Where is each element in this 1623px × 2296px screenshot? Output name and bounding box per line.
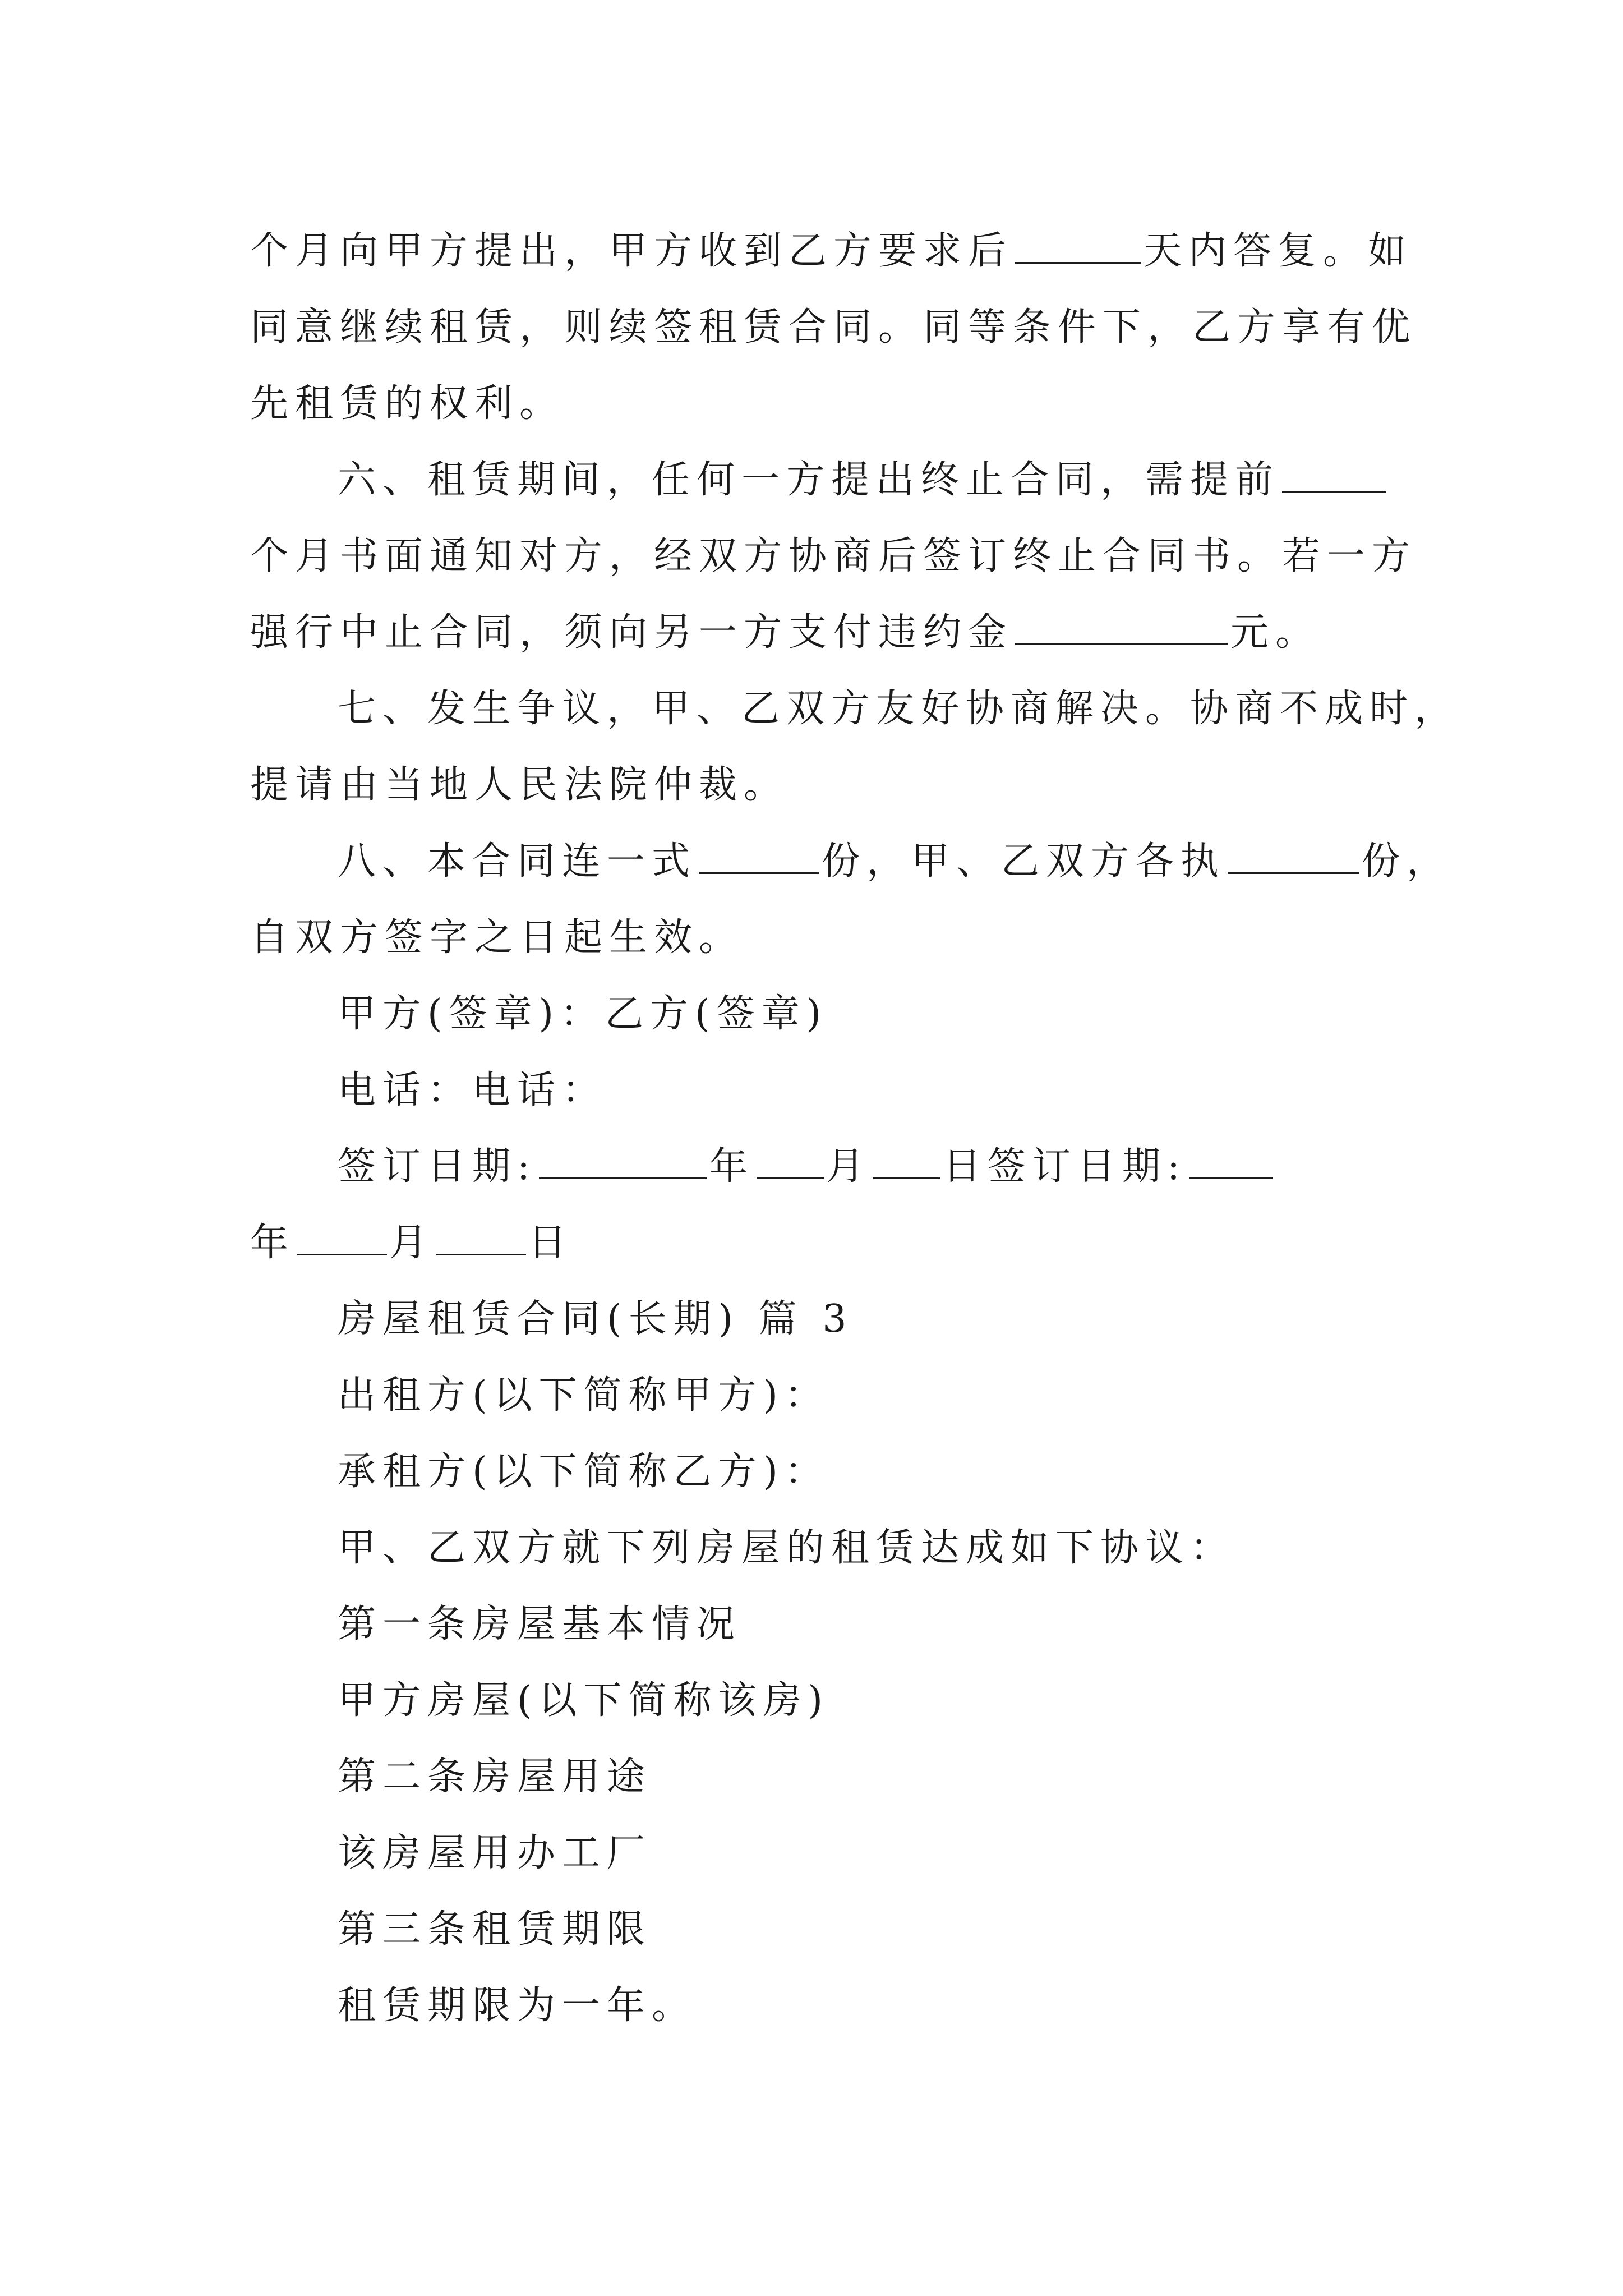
paragraph-line [250, 213, 1413, 289]
text-segment: 年 [250, 1221, 296, 1265]
paragraph-line [250, 1663, 1389, 1739]
text-segment: 该房屋用办工厂 [338, 1831, 652, 1875]
paragraph-line [250, 1052, 1389, 1129]
text-segment: 个月书面通知对方，经双方协商后签订终止合同书。若一方 [250, 534, 1417, 578]
paragraph-line [250, 442, 1389, 518]
text-segment: 日 [528, 1221, 574, 1265]
paragraph-line [250, 671, 1460, 747]
fill-in-blank [436, 1219, 526, 1255]
document-page [250, 213, 1460, 2044]
paragraph-line [250, 747, 1389, 823]
text-segment: 强行中止合同，须向另一方支付违约金 [250, 610, 1013, 655]
paragraph-line [250, 518, 1417, 595]
paragraph-line [250, 1739, 1389, 1815]
text-segment: 份，甲、乙双方各执 [822, 839, 1226, 884]
fill-in-blank [1189, 1143, 1273, 1179]
paragraph-line [250, 900, 1389, 976]
text-segment: 八、本合同连一式 [338, 839, 697, 884]
paragraph-line [250, 595, 1389, 671]
paragraph-line [250, 1358, 1389, 1434]
fill-in-blank [1282, 456, 1386, 493]
paragraph-line [250, 1434, 1389, 1510]
fill-in-blank [297, 1219, 387, 1255]
fill-in-blank [539, 1143, 707, 1179]
text-segment: 第三条租赁期限 [338, 1907, 652, 1952]
paragraph-line [250, 1129, 1389, 1205]
section-heading [250, 1281, 1389, 1358]
text-segment: 出租方(以下简称甲方)： [338, 1373, 830, 1418]
text-segment: 年 [709, 1144, 754, 1189]
text-segment: 承租方(以下简称乙方)： [338, 1450, 830, 1494]
text-segment: 天内答复。如 [1144, 229, 1413, 273]
text-segment: 同意继续租赁，则续签租赁合同。同等条件下，乙方享有优 [250, 305, 1417, 349]
paragraph-line [250, 1510, 1389, 1586]
fill-in-blank [1228, 838, 1359, 874]
text-segment: 租赁期限为一年。 [338, 1984, 697, 2028]
fill-in-blank [699, 838, 819, 874]
fill-in-blank [873, 1143, 940, 1179]
paragraph-line [250, 976, 1389, 1052]
paragraph-line [250, 823, 1452, 900]
text-segment: 自双方签字之日起生效。 [250, 915, 744, 960]
text-segment: 电话：电话： [338, 1068, 607, 1112]
text-segment: 签订日期: [338, 1144, 537, 1189]
text-segment: 甲、乙双方就下列房屋的租赁达成如下协议： [338, 1526, 1235, 1570]
text-segment: 份， [1362, 839, 1452, 884]
paragraph-line [250, 1586, 1389, 1663]
text-segment: 七、发生争议，甲、乙双方友好协商解决。协商不成时， [338, 687, 1460, 731]
fill-in-blank [1015, 609, 1228, 645]
text-segment: 先租赁的权利。 [250, 381, 565, 426]
text-segment: 甲方(签章)：乙方(签章) [338, 992, 828, 1036]
paragraph-line [250, 289, 1417, 366]
text-segment: 第二条房屋用途 [338, 1755, 652, 1799]
text-segment: 月 [826, 1144, 871, 1189]
text-segment: 房屋租赁合同(长期) 篇 3 [338, 1297, 854, 1341]
text-segment: 月 [389, 1221, 435, 1265]
fill-in-blank [757, 1143, 824, 1179]
text-segment: 元。 [1230, 610, 1321, 655]
paragraph-line [250, 1968, 1389, 2044]
paragraph-line [250, 1815, 1389, 1892]
text-segment: 六、租赁期间，任何一方提出终止合同，需提前 [338, 458, 1280, 502]
fill-in-blank [1015, 227, 1141, 264]
text-segment: 日签订日期: [942, 1144, 1187, 1189]
text-segment: 提请由当地人民法院仲裁。 [250, 763, 789, 807]
text-segment: 第一条房屋基本情况 [338, 1602, 742, 1646]
paragraph-line [250, 1892, 1389, 1968]
paragraph-line [250, 1205, 1389, 1281]
paragraph-line [250, 366, 1389, 442]
text-segment: 甲方房屋(以下简称该房) [338, 1678, 830, 1723]
text-segment: 个月向甲方提出，甲方收到乙方要求后 [250, 229, 1013, 273]
